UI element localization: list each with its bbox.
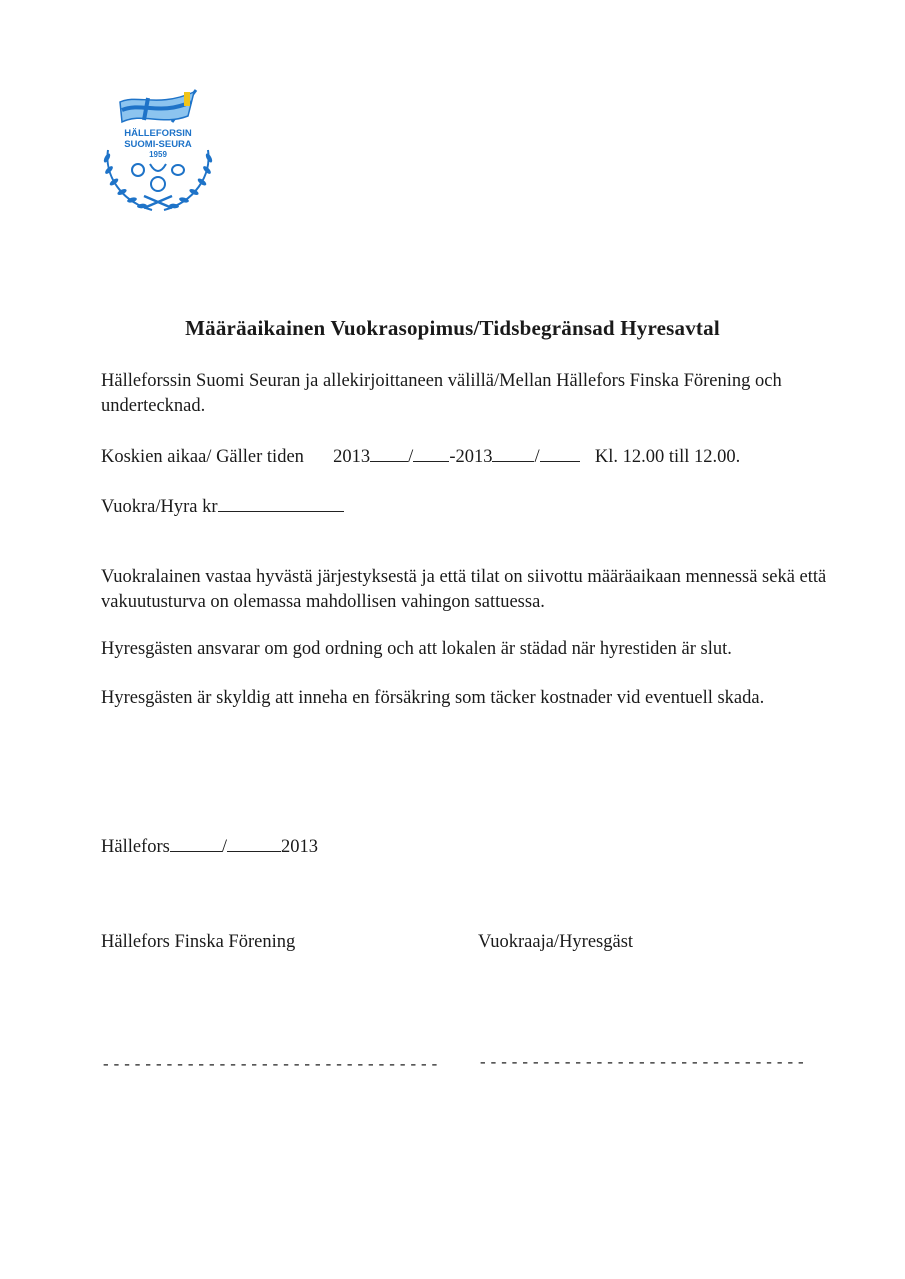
place-label: Hällefors — [101, 837, 170, 857]
place-date-year: 2013 — [280, 837, 318, 857]
place-date-row — [101, 833, 318, 860]
period-label: Koskien aikaa/ Gäller tiden — [101, 447, 304, 467]
period-start-day-field[interactable] — [370, 443, 408, 462]
place-date-slash: / — [221, 837, 227, 857]
period-year-end: -2013 — [449, 447, 493, 467]
terms-finnish: Vuokralainen vastaa hyvästä järjestyksestä ja että tilat on siivottu määräaikaan mennessä sekä että vakuutusturva on olemassa mahdollisen vahingon sattuessa. — [101, 567, 827, 612]
period-end-month-field[interactable] — [540, 443, 580, 462]
logo-text-line1: HÄLLEFORSIN — [124, 128, 192, 139]
club-logo-icon — [98, 86, 218, 216]
intro-paragraph: Hälleforssin Suomi Seuran ja allekirjoittaneen välillä/Mellan Hällefors Finska Förening och undertecknad. — [101, 371, 782, 416]
terms-swedish-insurance: Hyresgästen är skyldig att inneha en försäkring som täcker kostnader vid eventuell skada. — [101, 688, 765, 708]
period-row — [101, 443, 740, 470]
period-year-start: 2013 — [333, 447, 371, 467]
rent-row — [101, 493, 344, 520]
period-start-month-field[interactable] — [413, 443, 449, 462]
signature-label-left: Hällefors Finska Förening — [101, 932, 296, 952]
club-logo — [98, 86, 218, 216]
sign-day-field[interactable] — [170, 833, 222, 852]
logo-text-line2: SUOMI-SEURA — [124, 139, 192, 150]
document-title: Määräaikainen Vuokrasopimus/Tidsbegränsad Hyresavtal — [185, 316, 720, 340]
period-end-day-field[interactable] — [492, 443, 534, 462]
period-slash-1: / — [408, 447, 414, 467]
signature-line-right[interactable]: ------------------------------- — [478, 1054, 807, 1072]
terms-swedish-order: Hyresgästen ansvarar om god ordning och att lokalen är städad när hyrestiden är slut. — [101, 639, 732, 659]
sign-month-field[interactable] — [227, 833, 281, 852]
signature-line-left[interactable]: -------------------------------- — [101, 1056, 441, 1074]
rent-label: Vuokra/Hyra kr — [101, 497, 218, 517]
logo-year: 1959 — [149, 150, 167, 159]
signature-label-right: Vuokraaja/Hyresgäst — [478, 932, 634, 952]
period-slash-2: / — [534, 447, 540, 467]
period-time: Kl. 12.00 till 12.00. — [594, 447, 741, 467]
rent-amount-field[interactable] — [218, 493, 344, 512]
